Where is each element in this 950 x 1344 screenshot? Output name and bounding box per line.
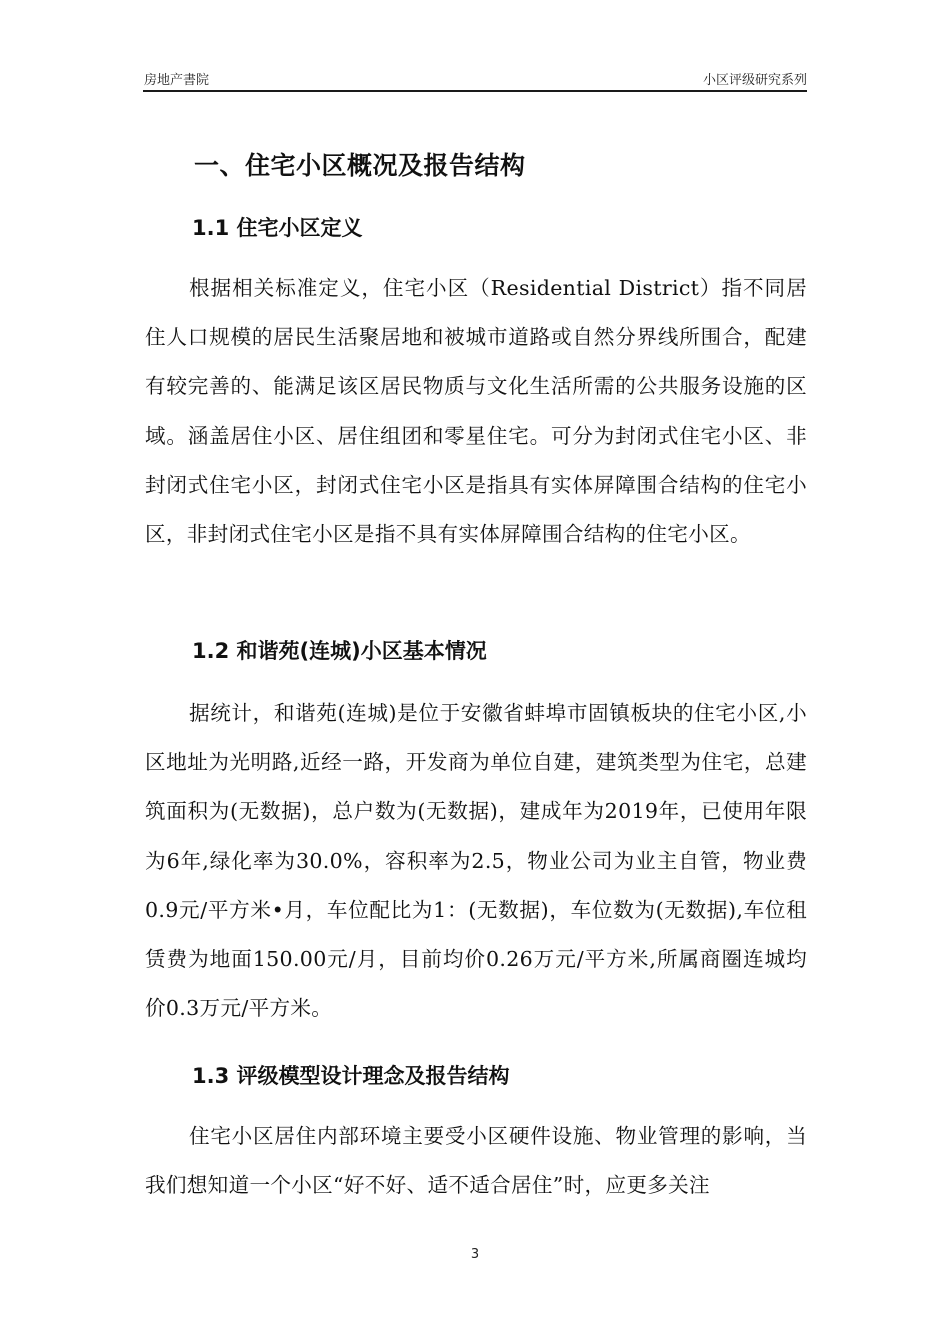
- chapter-title: 一、住宅小区概况及报告结构: [194, 151, 526, 180]
- page-header: [143, 66, 807, 92]
- header-publisher: 房地产書院: [144, 73, 210, 88]
- section-paragraph-1-1: 根据相关标准定义，住宅小区（Residential District）指不同居住人口规模的居民生活聚居地和被城市道路或自然分界线所围合，配建有较完善的、能满足该区居民物质与文化生活所需的公共服务设施的区域。涵盖居住小区、居住组团和零星住宅。可分为封闭式住宅小区、非封闭式住宅小区，封闭式住宅小区是指具有实体屏障围合结构的住宅小区，非封闭式住宅小区是指不具有实体屏障围合结构的住宅小区。: [145, 276, 807, 547]
- section-title-1-3: 1.3 评级模型设计理念及报告结构: [192, 1064, 510, 1088]
- section-paragraph-1-3: 住宅小区居住内部环境主要受小区硬件设施、物业管理的影响，当我们想知道一个小区“好不好、适不适合居住”时，应更多关注: [145, 1124, 807, 1198]
- header-series-title: 小区评级研究系列: [702, 73, 807, 88]
- page-number: 3: [470, 1247, 480, 1262]
- section-title-1-2: 1.2 和谐苑(连城)小区基本情况: [192, 639, 487, 663]
- section-title-1-1: 1.1 住宅小区定义: [192, 216, 363, 240]
- section-paragraph-1-2: 据统计，和谐苑(连城)是位于安徽省蚌埠市固镇板块的住宅小区,小区地址为光明路,近经一路，开发商为单位自建，建筑类型为住宅，总建筑面积为(无数据)，总户数为(无数据)，建成年为2019年，已使用年限为6年,绿化率为30.0%，容积率为2.5，物业公司为业主自管，物业费0.9元/平方米•月，车位配比为1：(无数据)，车位数为(无数据),车位租赁费为地面150.00元/月，目前均价0.26万元/平方米,所属商圈连城均价0.3万元/平方米。: [145, 701, 807, 1021]
